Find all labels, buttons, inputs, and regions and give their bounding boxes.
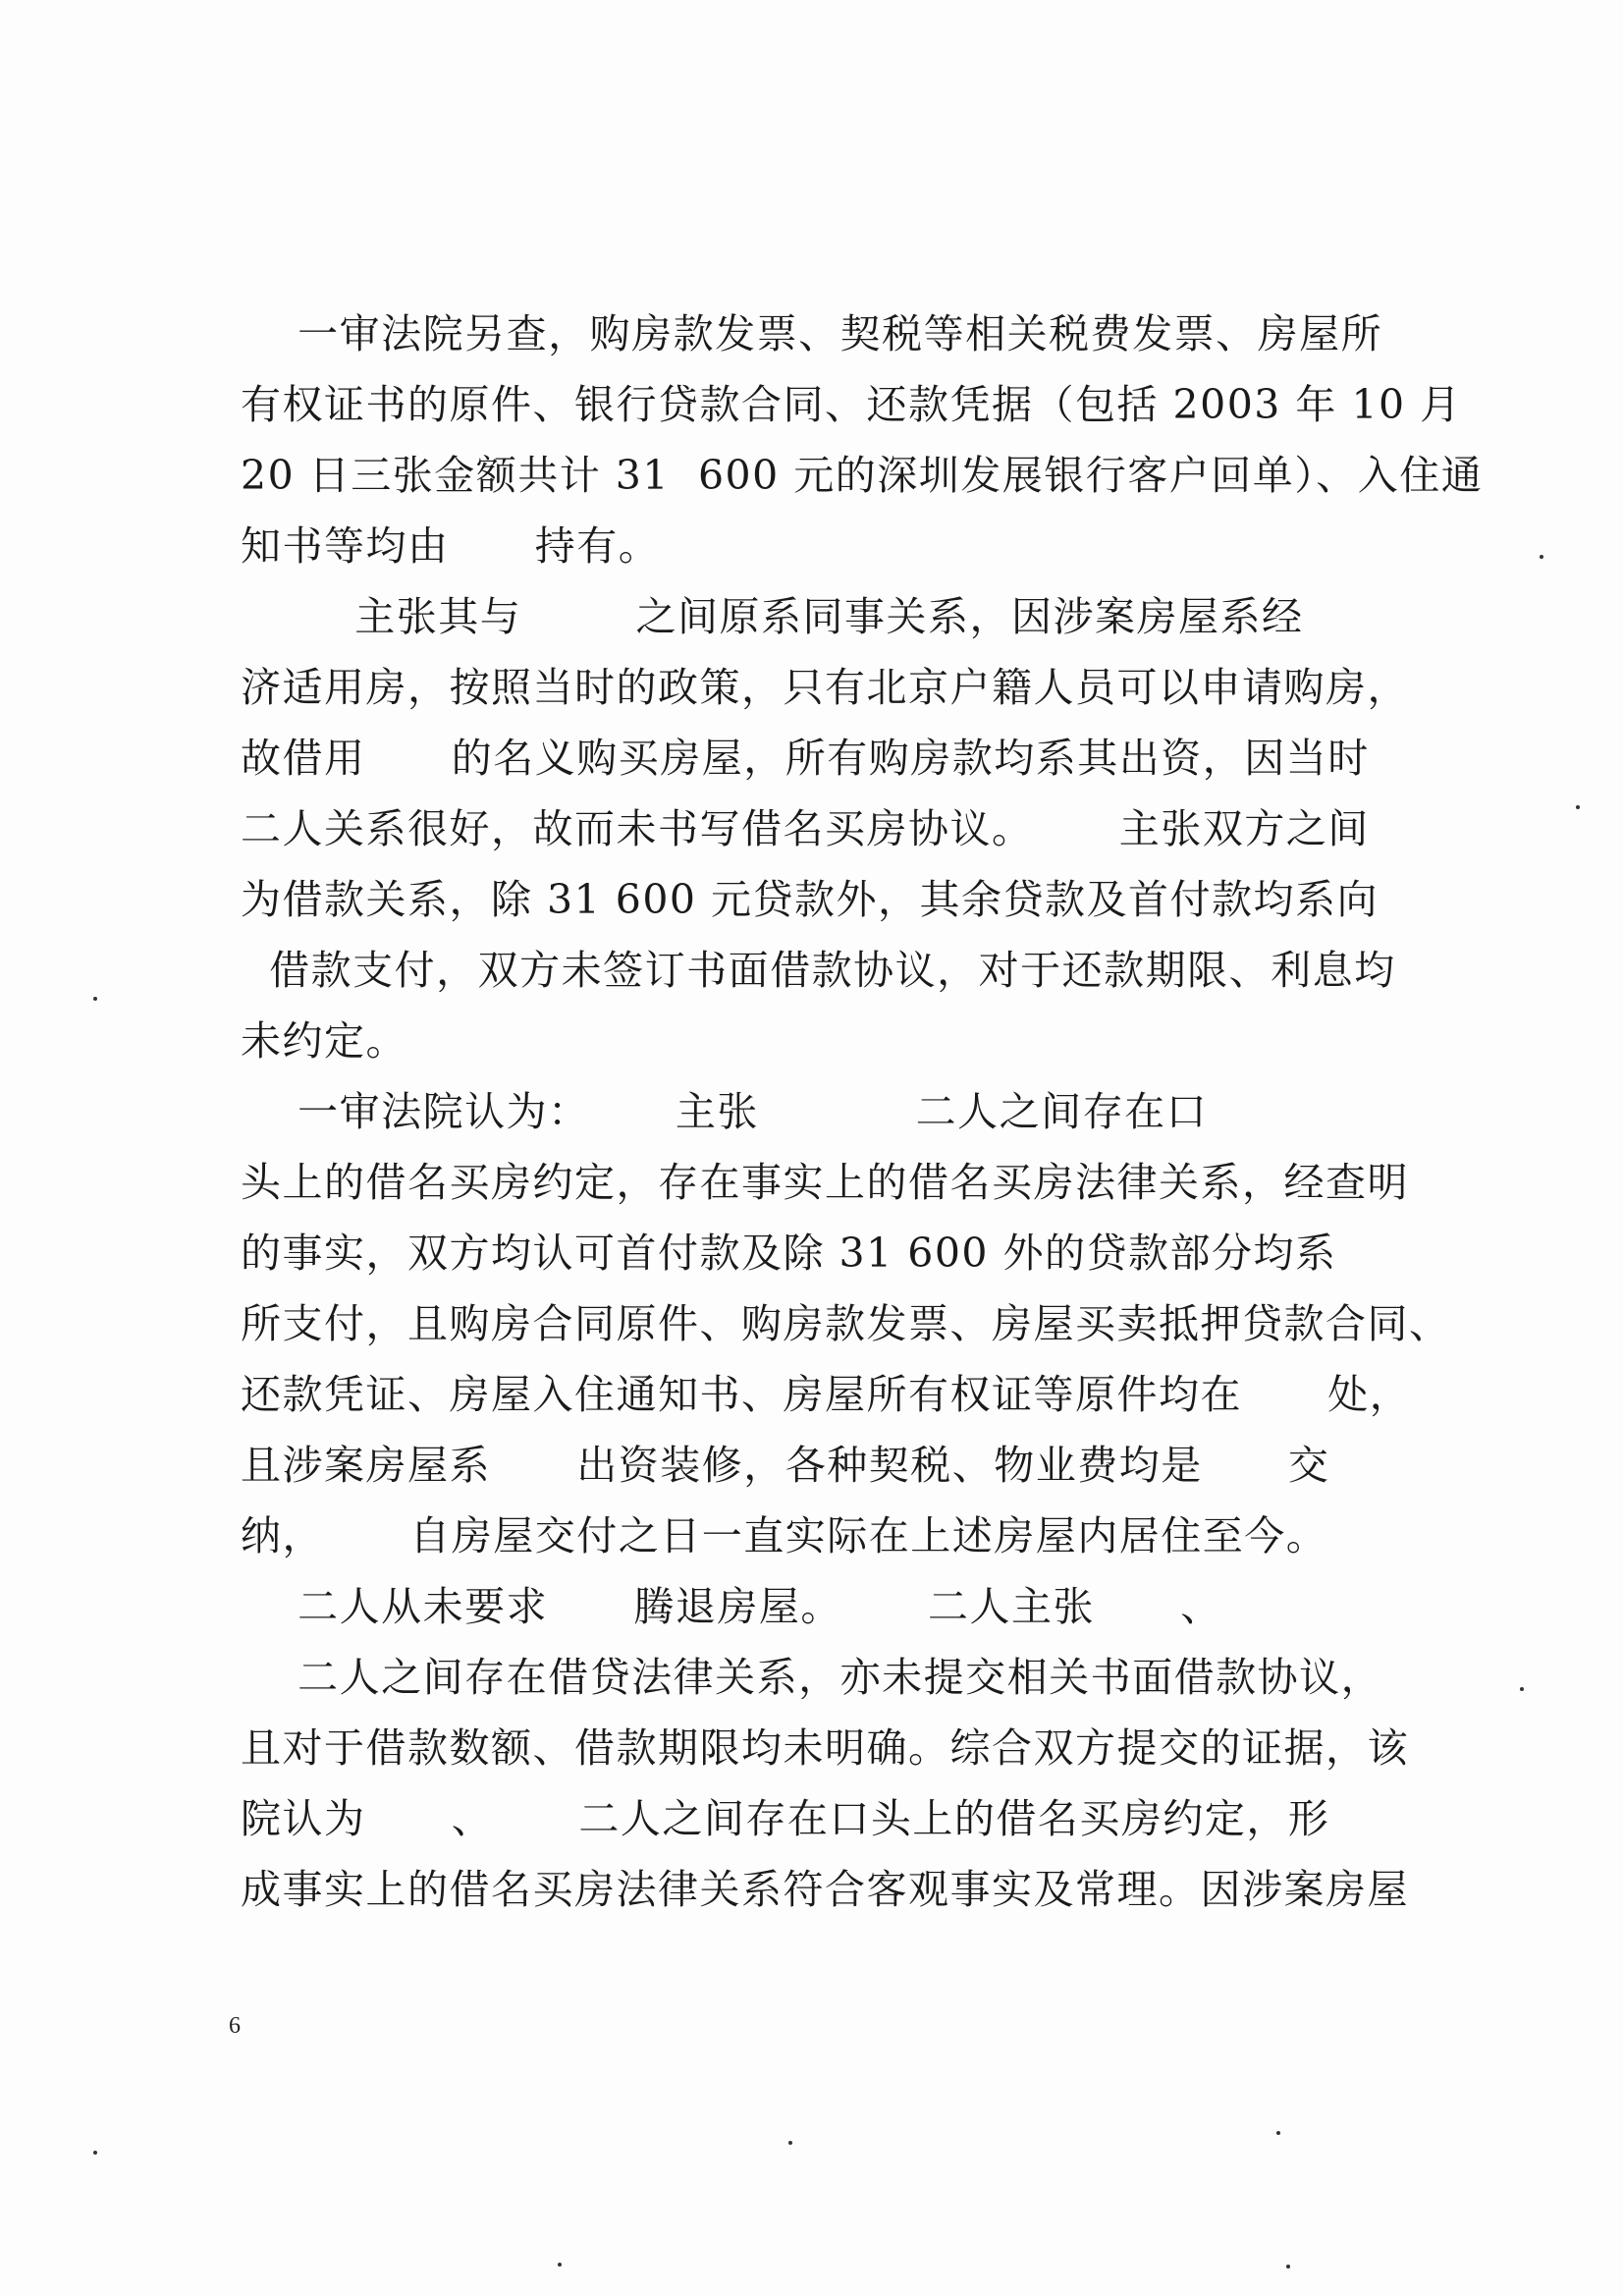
text-line: 且对于借款数额、借款期限均未明确。综合双方提交的证据，该 [241,1724,1409,1772]
page-number: 6 [229,2013,241,2039]
text-line: 有权证书的原件、银行贷款合同、还款凭据（包括 2003 年 10 月 [241,381,1462,428]
text-line: 院认为 、 二人之间存在口头上的借名买房约定，形 [241,1795,1330,1842]
text-line: 还款凭证、房屋入住通知书、房屋所有权证等原件均在 处， [241,1371,1412,1418]
scan-speck [788,2141,792,2145]
scan-speck [1540,555,1543,559]
text-line: 为借款关系，除 31 600 元贷款外，其余贷款及首付款均系向 [241,876,1380,923]
scan-speck [93,2151,97,2155]
text-line: 且涉案房屋系 出资装修，各种契税、物业费均是 交 [241,1442,1330,1489]
text-line: 济适用房，按照当时的政策，只有北京户籍人员可以申请购房， [241,664,1409,711]
text-line: 的事实，双方均认可首付款及除 31 600 外的贷款部分均系 [241,1230,1337,1277]
text-line: 一审法院另查，购房款发票、契税等相关税费发票、房屋所 [241,310,1383,357]
scan-speck [1276,2131,1280,2135]
scan-speck [1286,2265,1290,2269]
text-line: 一审法院认为： 主张 二人之间存在口 [241,1088,1209,1135]
text-line: 纳， 自房屋交付之日一直实际在上述房屋内居住至今。 [241,1512,1328,1559]
scan-speck [1576,805,1580,809]
text-line: 二人从未要求 腾退房屋。 二人主张 、 [241,1583,1222,1630]
scan-speck [558,2263,562,2267]
text-line: 未约定。 [241,1017,407,1065]
text-line: 二人关系很好，故而未书写借名买房协议。 主张双方之间 [241,805,1370,852]
text-line: 头上的借名买房约定，存在事实上的借名买房法律关系，经查明 [241,1159,1409,1206]
text-line: 借款支付，双方未签订书面借款协议，对于还款期限、利息均 [241,947,1396,994]
text-line: 故借用 的名义购买房屋，所有购房款均系其出资，因当时 [241,735,1370,782]
text-line: 所支付，且购房合同原件、购房款发票、房屋买卖抵押贷款合同、 [241,1300,1451,1347]
text-line: 知书等均由 持有。 [241,522,661,570]
text-line: 二人之间存在借贷法律关系，亦未提交相关书面借款协议， [241,1654,1383,1701]
scan-speck [93,997,97,1001]
text-line: 成事实上的借名买房法律关系符合客观事实及常理。因涉案房屋 [241,1866,1409,1913]
scan-speck [1520,1687,1524,1691]
text-line: 主张其与 之间原系同事关系，因涉案房屋系经 [241,593,1304,640]
text-line: 20 日三张金额共计 31 600 元的深圳发展银行客户回单）、入住通 [241,452,1484,499]
